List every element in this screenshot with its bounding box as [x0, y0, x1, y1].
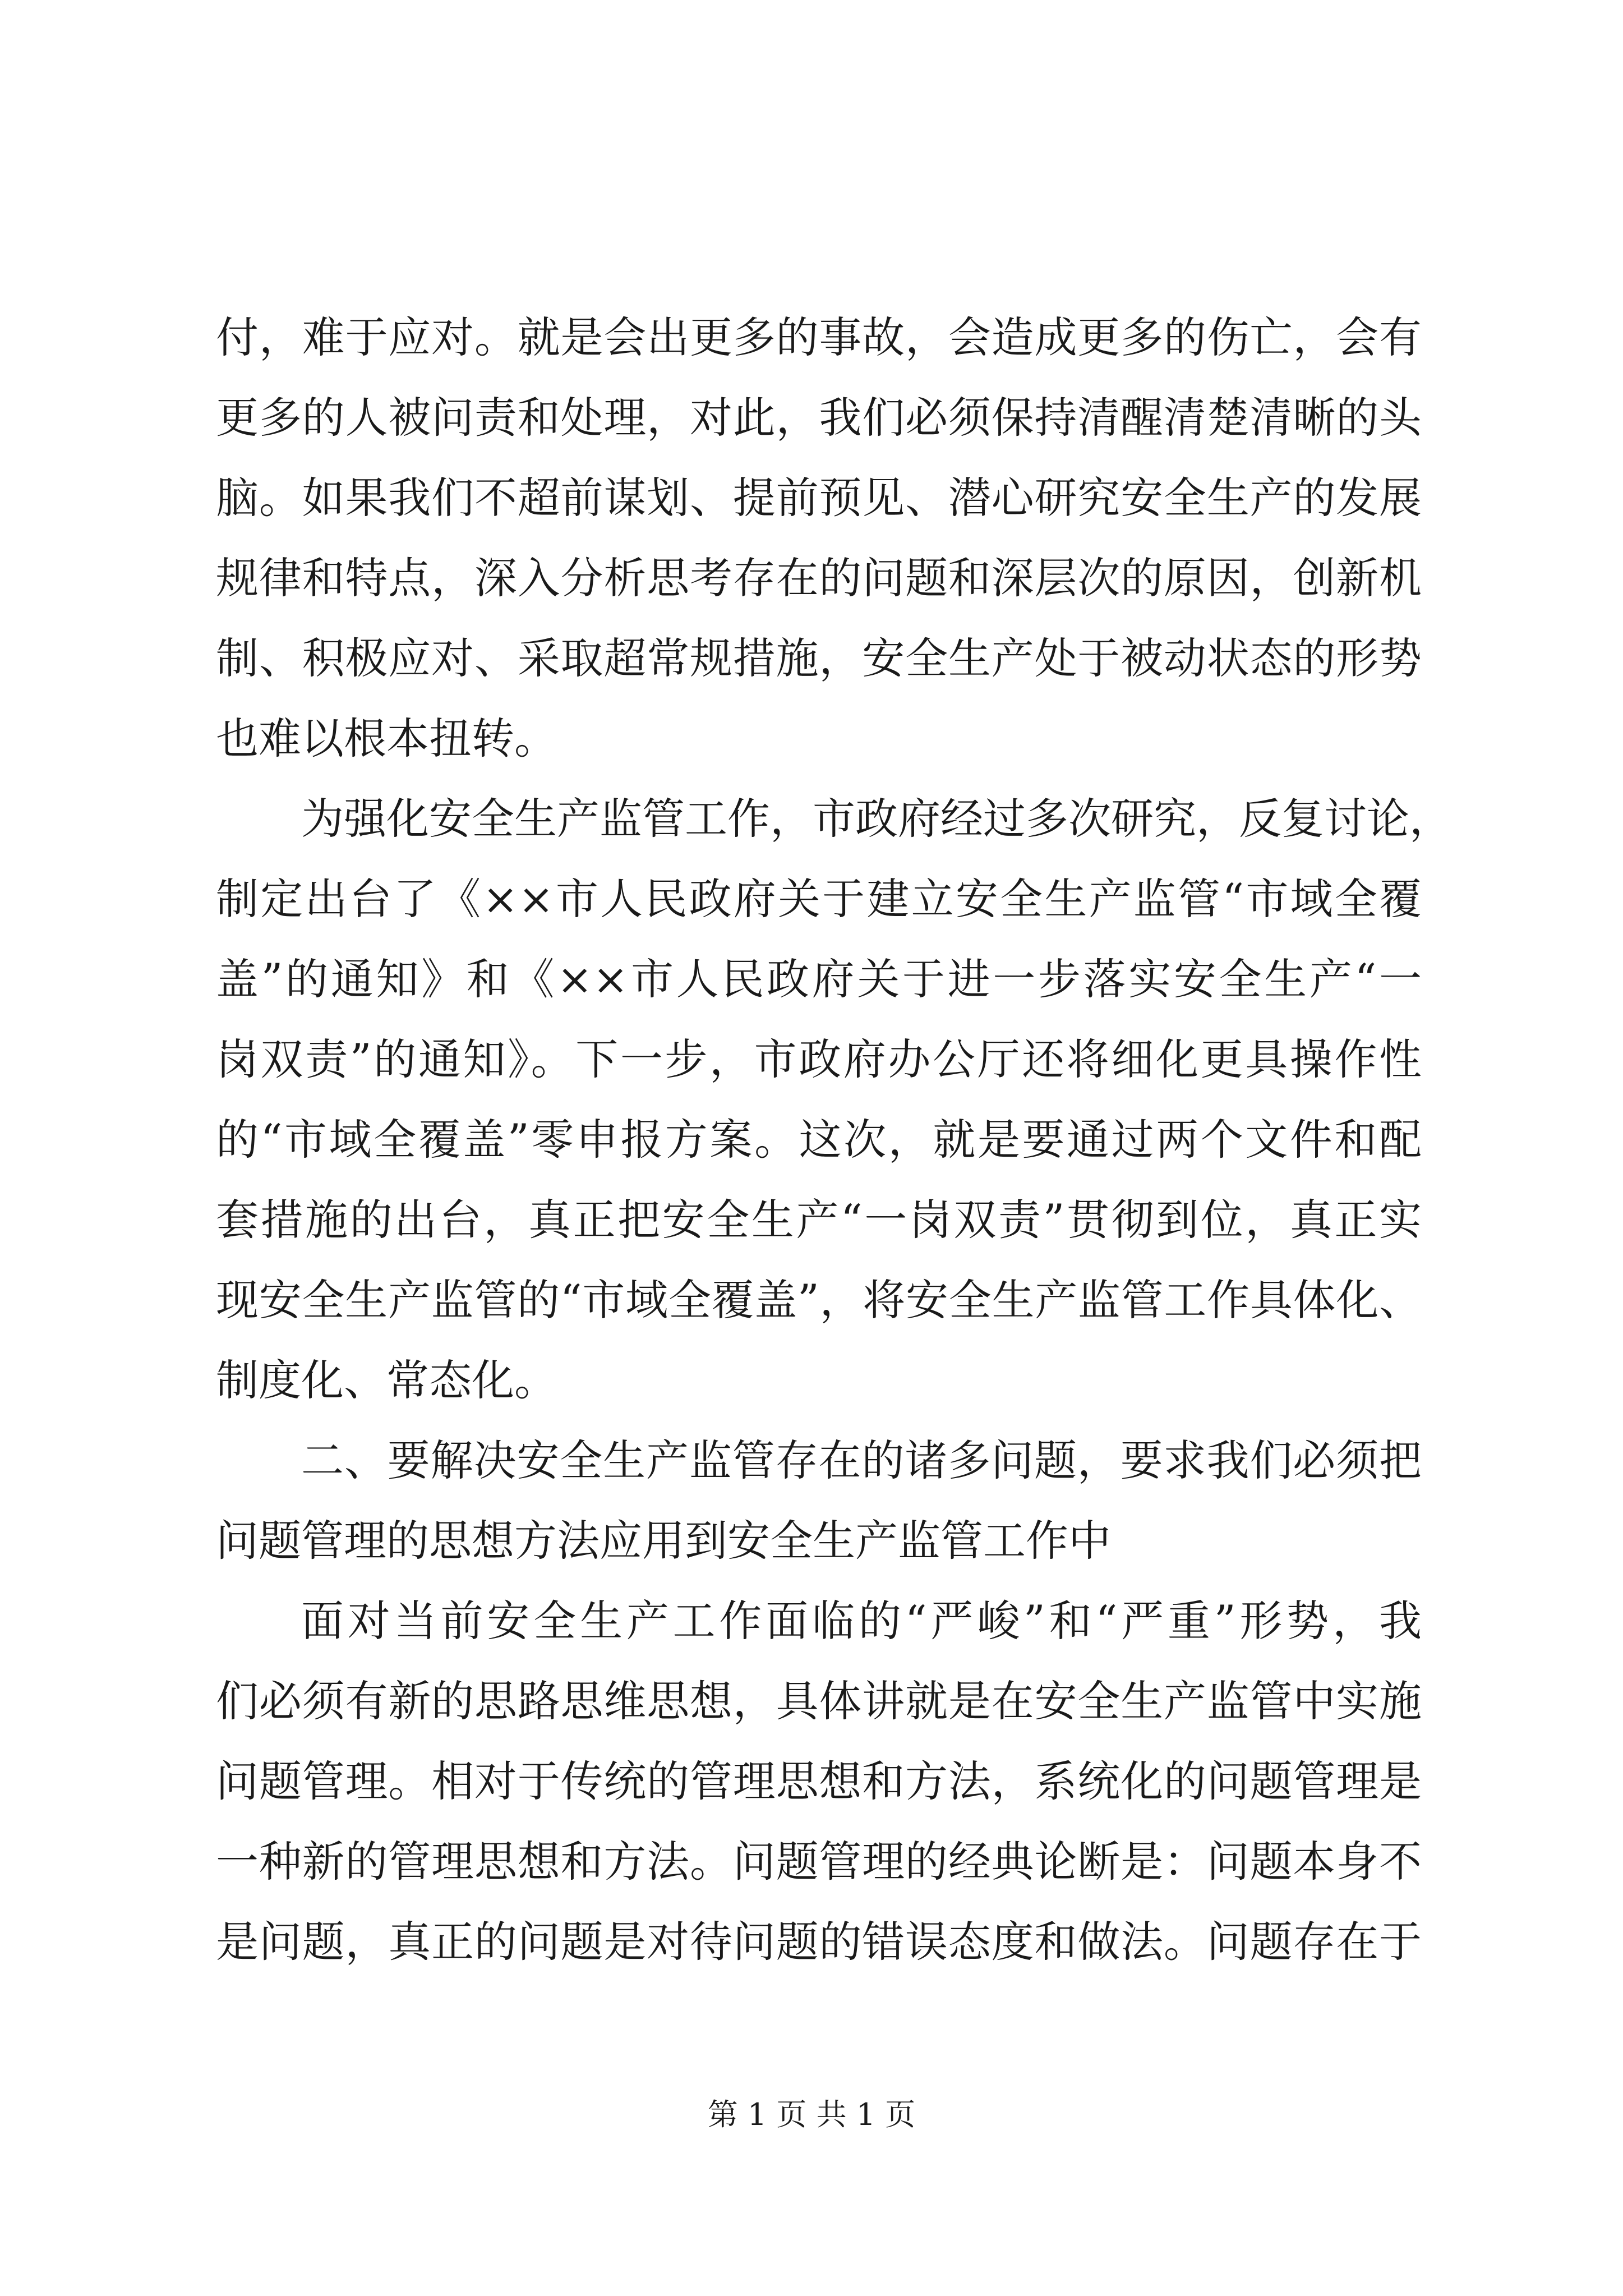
text-line: 制、积极应对、采取超常规措施，安全生产处于被动状态的形势	[216, 633, 1422, 683]
text-line: 付，难于应对。就是会出更多的事故，会造成更多的伤亡，会有	[216, 312, 1422, 362]
page-number-footer: 第 1 页 共 1 页	[707, 2097, 916, 2132]
text-line: 规律和特点，深入分析思考存在的问题和深层次的原因，创新机	[216, 553, 1422, 603]
text-line: 脑。如果我们不超前谋划、提前预见、潜心研究安全生产的发展	[216, 473, 1422, 523]
text-line: 的“市域全覆盖”零申报方案。这次，就是要通过两个文件和配	[216, 1115, 1422, 1165]
text-line: 制定出台了《××市人民政府关于建立安全生产监管“市域全覆	[216, 874, 1422, 924]
text-line: 更多的人被问责和处理，对此，我们必须保持清醒清楚清晰的头	[216, 393, 1422, 443]
section-heading-line: 问题管理的思想方法应用到安全生产监管工作中	[216, 1516, 1111, 1566]
text-line: 现安全生产监管的“市域全覆盖”，将安全生产监管工作具体化、	[216, 1275, 1422, 1325]
text-line: 们必须有新的思路思维思想，具体讲就是在安全生产监管中实施	[216, 1676, 1422, 1726]
text-line: 套措施的出台，真正把安全生产“一岗双责”贯彻到位，真正实	[216, 1195, 1422, 1245]
text-line: 岗双责”的通知》。下一步，市政府办公厅还将细化更具操作性	[216, 1034, 1422, 1084]
text-line: 制度化、常态化。	[216, 1355, 557, 1405]
text-line: 问题管理。相对于传统的管理思想和方法，系统化的问题管理是	[216, 1756, 1422, 1806]
text-line: 也难以根本扭转。	[216, 714, 557, 763]
paragraph-first-line: 面对当前安全生产工作面临的“严峻”和“严重”形势，我	[301, 1596, 1422, 1646]
text-line: 是问题，真正的问题是对待问题的错误态度和做法。问题存在于	[216, 1917, 1422, 1967]
paragraph-first-line: 为强化安全生产监管工作，市政府经过多次研究，反复讨论，	[301, 794, 1452, 844]
text-line: 一种新的管理思想和方法。问题管理的经典论断是：问题本身不	[216, 1837, 1422, 1887]
document-body	[216, 297, 1452, 1982]
section-heading-line: 二、要解决安全生产监管存在的诸多问题，要求我们必须把	[301, 1435, 1422, 1485]
text-line: 盖”的通知》和《××市人民政府关于进一步落实安全生产“一	[216, 954, 1422, 1004]
